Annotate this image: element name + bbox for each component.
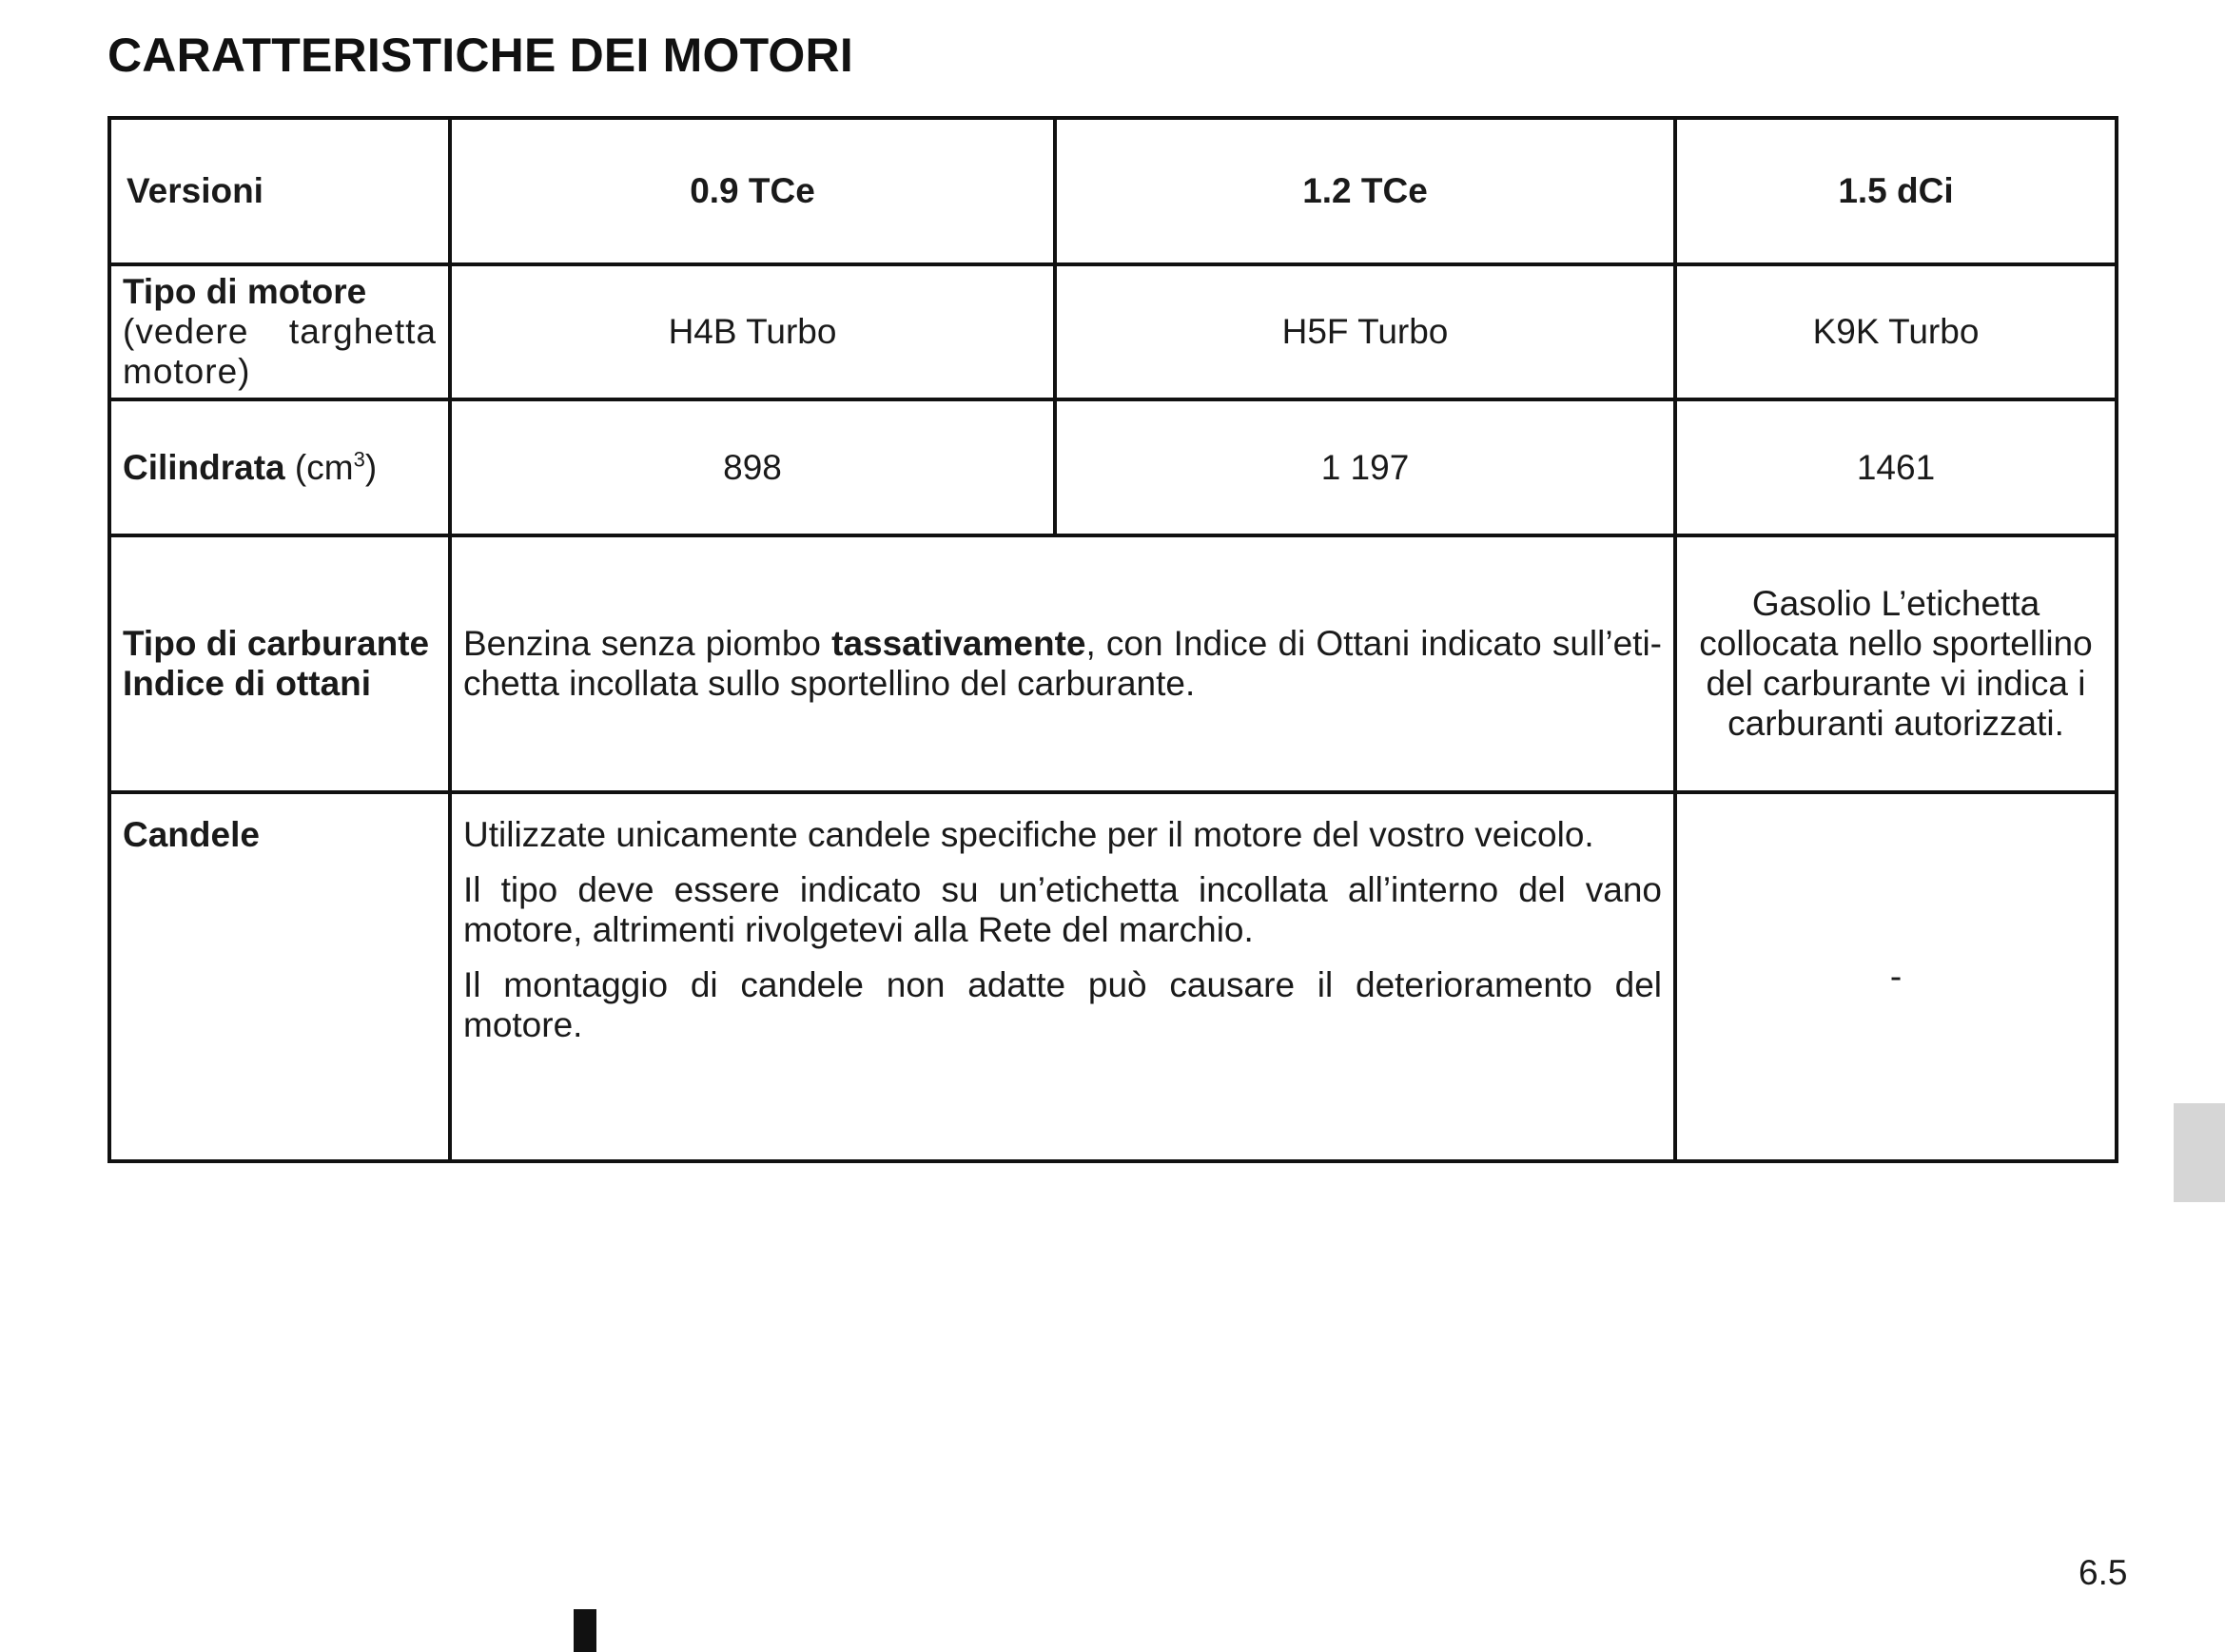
engine-type-15-dci: K9K Turbo: [1675, 264, 2117, 399]
engine-type-09-tce: H4B Turbo: [450, 264, 1055, 399]
page-number: 6.5: [2079, 1553, 2128, 1592]
fuel-petrol-cell: [450, 535, 1675, 792]
fuel-petrol-text-bold: tassativamente: [831, 624, 1086, 663]
table-header-row: [109, 118, 2117, 264]
displacement-label: Cilindrata: [123, 447, 285, 487]
header-version-09-tce: 0.9 TCe: [450, 118, 1055, 264]
header-version-15-dci: 1.5 dCi: [1675, 118, 2117, 264]
fuel-diesel-cell: Gasolio L’etichetta collocata nello sportellino del carburante vi indica i carburanti autorizzati.: [1675, 535, 2117, 792]
engine-specs-table: [107, 116, 2118, 1163]
octane-index-label: Indice di ottani: [123, 664, 372, 703]
spark-plugs-petrol-cell: [450, 792, 1675, 1161]
fuel-petrol-text-after: , con Indice di Ottani indicato sull’eti-chetta incollata sullo sportellino del carburante.: [463, 624, 1662, 703]
table-row-engine-type: [109, 264, 2117, 399]
footer-crop-mark: [574, 1609, 596, 1652]
header-version-12-tce: 1.2 TCe: [1055, 118, 1675, 264]
section-tab-marker: [2174, 1103, 2225, 1202]
engine-type-note: (vedere targhetta motore): [123, 312, 437, 391]
spark-plugs-paragraph-1: Utilizzate unicamente candele specifiche per il motore del vostro veicolo.: [463, 815, 1594, 854]
engine-type-label: Tipo di motore: [123, 272, 367, 311]
table-row-displacement: [109, 399, 2117, 535]
header-label-versions: Versioni: [109, 118, 450, 264]
fuel-type-label: Tipo di carburante: [123, 624, 430, 663]
spark-plugs-label: Candele: [109, 792, 450, 1161]
engine-type-12-tce: H5F Turbo: [1055, 264, 1675, 399]
table-row-fuel: [109, 535, 2117, 792]
displacement-unit-open: (cm: [294, 447, 354, 487]
displacement-unit-sup: 3: [353, 447, 365, 472]
spark-plugs-paragraph-2: Il tipo deve essere indicato su un’etichetta incollata all’interno del vano motore, altrimenti rivolgetevi alla Rete del marchio.: [463, 870, 1662, 949]
fuel-label-cell: [109, 535, 450, 792]
displacement-unit-close: ): [364, 447, 378, 487]
spark-plugs-paragraph-3: Il montaggio di candele non adatte può causare il deterioramento del motore.: [463, 965, 1662, 1044]
displacement-label-cell: [109, 399, 450, 535]
page-title: CARATTERISTICHE DEI MOTORI: [107, 29, 853, 82]
fuel-petrol-text-before: Benzina senza piombo: [463, 624, 832, 663]
displacement-09-tce: 898: [450, 399, 1055, 535]
engine-type-label-cell: [109, 264, 450, 399]
displacement-12-tce: 1 197: [1055, 399, 1675, 535]
spark-plugs-diesel-cell: -: [1675, 792, 2117, 1161]
table-row-spark-plugs: [109, 792, 2117, 1161]
displacement-15-dci: 1461: [1675, 399, 2117, 535]
